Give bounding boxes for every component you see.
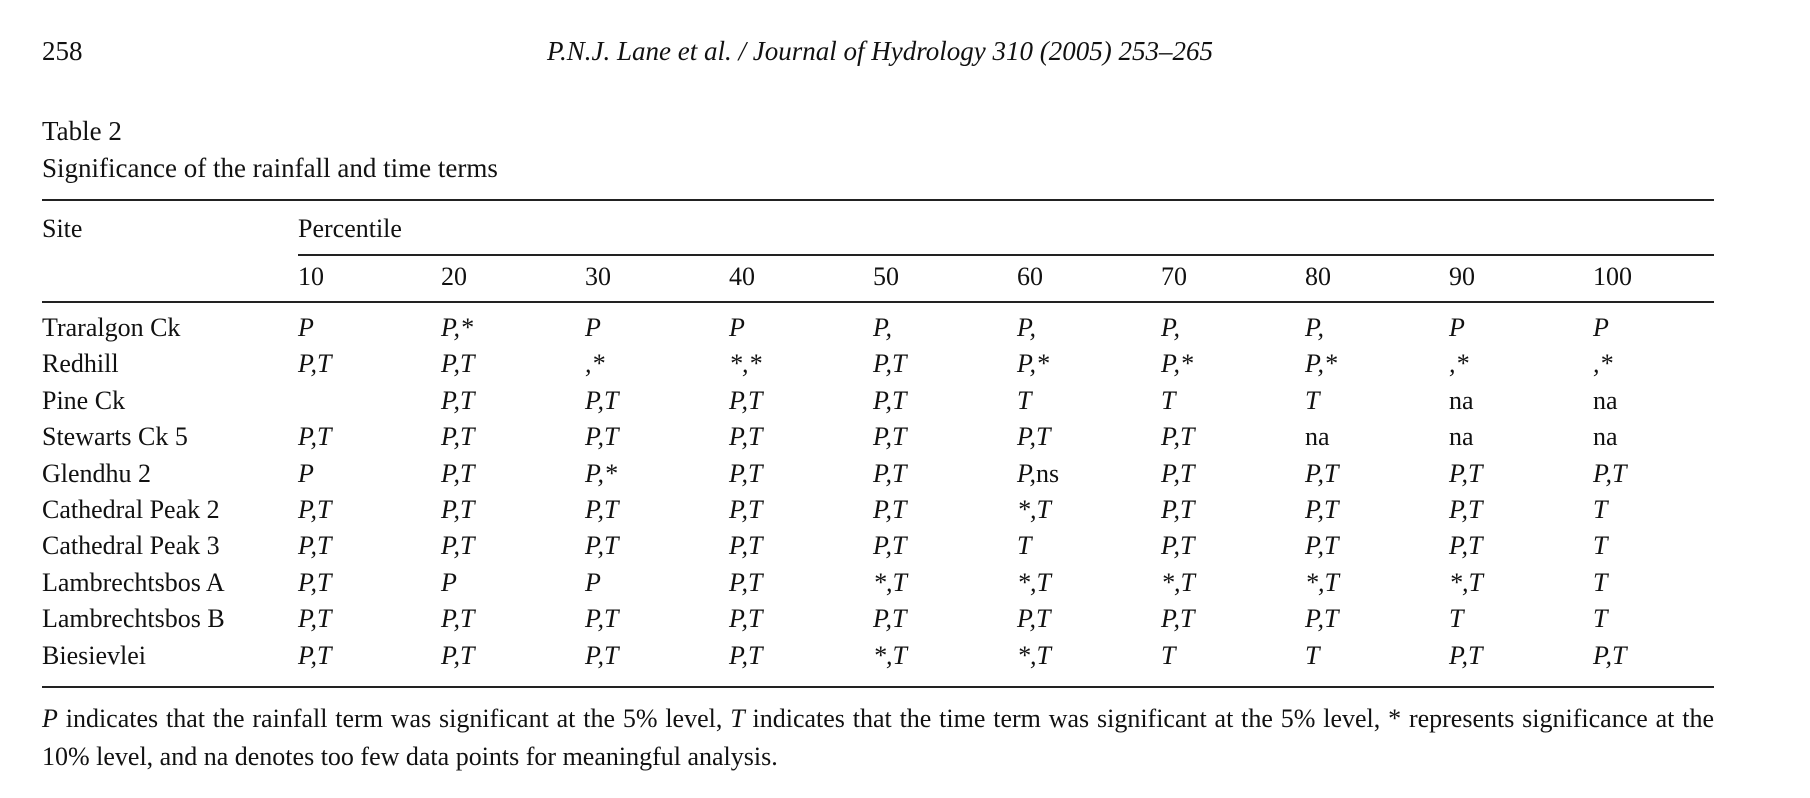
- table-top-rule: [42, 199, 1714, 201]
- table-cell: T: [1593, 567, 1608, 597]
- table-cell: *,T: [873, 567, 907, 597]
- column-header-20: 20: [441, 262, 467, 291]
- table-cell: P,T: [1161, 531, 1195, 561]
- table-cell: *,T: [1161, 567, 1195, 597]
- table-cell: P,T: [298, 349, 332, 379]
- table-cell: P,*: [1305, 349, 1338, 379]
- row-site-label: Stewarts Ck 5: [42, 422, 188, 452]
- table-cell: *,T: [1305, 567, 1339, 597]
- table-cell: T: [1017, 531, 1032, 561]
- table-cell: P,T: [729, 640, 763, 670]
- table-cell: P,: [1017, 313, 1037, 342]
- table-cell: P,T: [1017, 604, 1051, 634]
- row-site-label: Traralgon Ck: [42, 313, 181, 342]
- column-header-60: 60: [1017, 262, 1043, 291]
- column-header-90: 90: [1449, 262, 1475, 291]
- table-cell: P,: [1161, 313, 1181, 342]
- header-bottom-rule: [42, 301, 1714, 303]
- table-cell: *,T: [873, 640, 907, 670]
- table-cell: T: [1593, 531, 1608, 561]
- footnote-p-text: indicates that the rainfall term was significant at the 5% level,: [57, 704, 731, 733]
- table-row: [0, 349, 1810, 385]
- table-cell: P,T: [585, 640, 619, 670]
- table-cell: P,*: [585, 458, 618, 488]
- table-cell: P,T: [441, 349, 475, 379]
- table-cell: P,*: [441, 313, 474, 342]
- table-cell: P,T: [1161, 495, 1195, 524]
- table-row: [0, 568, 1810, 604]
- table-cell: P: [585, 313, 601, 342]
- table-cell: P,T: [298, 567, 332, 597]
- table-cell: P,T: [585, 495, 619, 524]
- table-cell: P,T: [298, 531, 332, 561]
- table-cell: P,T: [1161, 604, 1195, 634]
- table-cell: na: [1305, 422, 1330, 452]
- table-cell: P,T: [1449, 640, 1483, 670]
- table-cell: *,T: [1017, 567, 1051, 597]
- table-cell: P,T: [729, 604, 763, 634]
- table-cell: P: [441, 567, 457, 597]
- table-cell: P: [1593, 313, 1609, 342]
- percentile-rule: [298, 254, 1714, 256]
- table-cell: P,T: [585, 604, 619, 634]
- table-cell: P,T: [585, 422, 619, 452]
- table-row: [0, 386, 1810, 422]
- table-caption: Significance of the rainfall and time terms: [42, 153, 498, 183]
- table-cell: P,T: [441, 604, 475, 634]
- table-cell: P,T: [729, 385, 763, 415]
- table-cell: P,T: [441, 422, 475, 452]
- table-cell: *,T: [1449, 567, 1483, 597]
- table-cell: P,T: [585, 531, 619, 561]
- footnote-t-text: indicates that the time term was significant at the 5% level, * represents significance at the 10% level, and na denotes too few data points for meaningful analysis.: [42, 704, 1714, 771]
- table-cell: P,*: [1017, 349, 1050, 379]
- table-cell: na: [1593, 385, 1618, 415]
- table-cell: P,T: [729, 531, 763, 561]
- row-site-label: Redhill: [42, 349, 119, 379]
- table-cell: P,T: [1017, 422, 1051, 452]
- table-cell: P,T: [441, 640, 475, 670]
- table-cell: P: [729, 313, 745, 342]
- table-cell: P,: [1305, 313, 1325, 342]
- table-cell: P,T: [873, 385, 907, 415]
- table-label: Table 2: [42, 116, 122, 146]
- table-cell: ,*: [1449, 349, 1469, 379]
- table-cell: T: [1161, 640, 1176, 670]
- row-site-label: Cathedral Peak 3: [42, 531, 220, 561]
- table-footnote: [42, 700, 1714, 776]
- page-number: 258: [42, 36, 83, 66]
- row-site-label: Biesievlei: [42, 640, 146, 670]
- table-cell: T: [1593, 604, 1608, 634]
- table-cell: P,T: [729, 567, 763, 597]
- table-cell: T: [1017, 385, 1032, 415]
- table-cell: P,T: [729, 495, 763, 524]
- table-cell: P: [1449, 313, 1465, 342]
- table-cell: P,T: [873, 458, 907, 488]
- column-header-30: 30: [585, 262, 611, 291]
- site-header: Site: [42, 214, 83, 243]
- table-cell: P,T: [1305, 531, 1339, 561]
- table-cell: na: [1449, 422, 1474, 452]
- table-bottom-rule: [42, 686, 1714, 688]
- table-cell: P,T: [729, 422, 763, 452]
- table-cell: P,T: [729, 458, 763, 488]
- table-cell: ,*: [1593, 349, 1613, 379]
- column-header-70: 70: [1161, 262, 1187, 291]
- table-cell: T: [1305, 385, 1320, 415]
- table-row: [0, 459, 1810, 495]
- table-cell: P: [585, 567, 601, 597]
- table-row: [0, 495, 1810, 531]
- column-header-40: 40: [729, 262, 755, 291]
- table-cell: P: [298, 458, 314, 488]
- table-cell: P,T: [441, 385, 475, 415]
- row-site-label: Lambrechtsbos A: [42, 567, 225, 597]
- table-cell: na: [1593, 422, 1618, 452]
- table-cell: ,*: [585, 349, 605, 379]
- table-cell: P,T: [1593, 458, 1627, 488]
- table-cell: P,T: [1161, 422, 1195, 452]
- table-cell: P,T: [298, 640, 332, 670]
- table-cell: T: [1449, 604, 1464, 634]
- table-cell: P,T: [873, 604, 907, 634]
- table-cell: P,T: [873, 349, 907, 379]
- table-cell: *,*: [729, 349, 762, 379]
- table-cell: P,T: [1305, 495, 1339, 524]
- footnote-t-symbol: T: [730, 704, 745, 733]
- percentile-header: Percentile: [298, 214, 402, 243]
- table-cell: P,T: [873, 422, 907, 452]
- table-cell: P,T: [1305, 458, 1339, 488]
- column-header-10: 10: [298, 262, 324, 291]
- table-cell: T: [1305, 640, 1320, 670]
- column-header-80: 80: [1305, 262, 1331, 291]
- row-site-label: Pine Ck: [42, 385, 126, 415]
- column-header-100: 100: [1593, 262, 1632, 291]
- table-cell: P,T: [873, 495, 907, 524]
- table-cell: P,T: [1593, 640, 1627, 670]
- table-cell: P,T: [1161, 458, 1195, 488]
- table-cell: T: [1161, 385, 1176, 415]
- table-cell: P,T: [441, 531, 475, 561]
- table-row: [0, 641, 1810, 677]
- row-site-label: Lambrechtsbos B: [42, 604, 225, 634]
- table-cell: P,T: [1449, 531, 1483, 561]
- table-cell: T: [1593, 495, 1608, 524]
- table-cell: P,: [873, 313, 893, 342]
- table-cell: P,T: [1305, 604, 1339, 634]
- table-cell: P,T: [1449, 495, 1483, 524]
- footnote-p-symbol: P: [42, 704, 58, 733]
- table-cell: P,T: [1449, 458, 1483, 488]
- table-cell: P,T: [298, 495, 332, 524]
- table-row: [0, 531, 1810, 567]
- table-cell: na: [1449, 385, 1474, 415]
- table-cell: *,T: [1017, 495, 1051, 524]
- table-cell: P,T: [298, 604, 332, 634]
- table-cell: P,ns: [1017, 458, 1060, 488]
- table-row: [0, 604, 1810, 640]
- table-row: [0, 313, 1810, 349]
- table-cell: P,T: [585, 385, 619, 415]
- table-cell: P,T: [441, 458, 475, 488]
- table-cell: *,T: [1017, 640, 1051, 670]
- row-site-label: Cathedral Peak 2: [42, 495, 220, 524]
- column-header-50: 50: [873, 262, 899, 291]
- table-row: [0, 422, 1810, 458]
- table-cell: P,T: [873, 531, 907, 561]
- table-cell: P,T: [441, 495, 475, 524]
- running-head: P.N.J. Lane et al. / Journal of Hydrology 310 (2005) 253–265: [547, 36, 1213, 66]
- table-cell: P: [298, 313, 314, 342]
- table-cell: P,*: [1161, 349, 1194, 379]
- row-site-label: Glendhu 2: [42, 458, 152, 488]
- table-cell: P,T: [298, 422, 332, 452]
